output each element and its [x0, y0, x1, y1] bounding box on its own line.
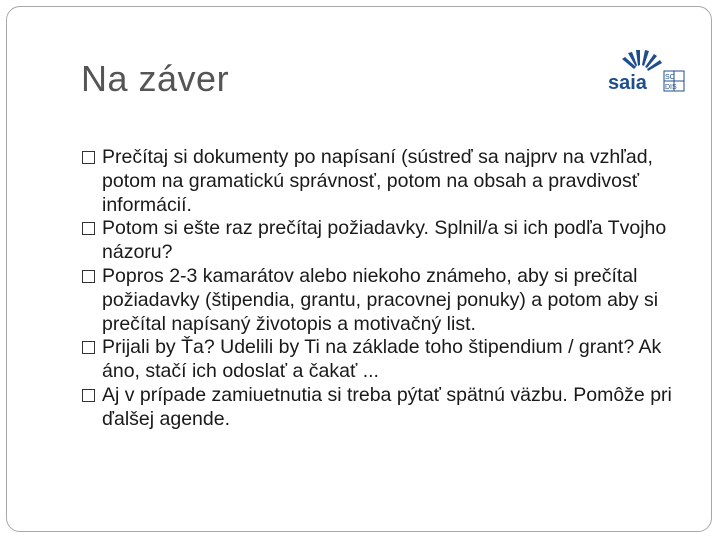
slide-title: Na záver — [81, 58, 230, 99]
bullet-item — [82, 336, 694, 384]
checkbox-square-icon — [82, 270, 95, 283]
bullet-list — [82, 146, 694, 432]
bullet-text: Potom si ešte raz prečítaj požiadavky. Splnil/a si ich podľa Tvojho názoru? — [102, 217, 667, 264]
bullet-text: Popros 2-3 kamarátov alebo niekoho známeho, aby si prečítal požiadavky (štipendia, grantu, pracovnej ponuky) a potom aby si prečítal napísaný životopis a motivačný list. — [102, 264, 659, 335]
bullet-text: Aj v prípade zamiuetnutia si treba pýtať spätnú väzbu. Pomôže pri ďalšej agende. — [102, 383, 672, 430]
saia-logo — [606, 47, 686, 97]
open-book-fan-icon — [606, 47, 686, 97]
svg-text:DIS: DIS — [665, 84, 677, 91]
svg-text:SC: SC — [665, 74, 675, 81]
checkbox-square-icon — [82, 222, 95, 235]
bullet-item — [82, 384, 694, 432]
bullet-text: Prijali by Ťa? Udelili by Ti na základe toho štipendium / grant? Ak áno, stačí ich odoslať a čakať ... — [102, 336, 662, 383]
bullet-item — [82, 146, 694, 217]
logo-text: saia — [608, 72, 647, 94]
bullet-text: Prečítaj si dokumenty po napísaní (sústreď sa najprv na vzhľad, potom na gramatickú správnosť, potom na obsah a pravdivosť informácií. — [102, 146, 653, 216]
checkbox-square-icon — [82, 389, 95, 402]
bullet-item — [82, 217, 694, 265]
checkbox-square-icon — [82, 151, 95, 164]
checkbox-square-icon — [82, 341, 95, 354]
bullet-item — [82, 265, 694, 336]
